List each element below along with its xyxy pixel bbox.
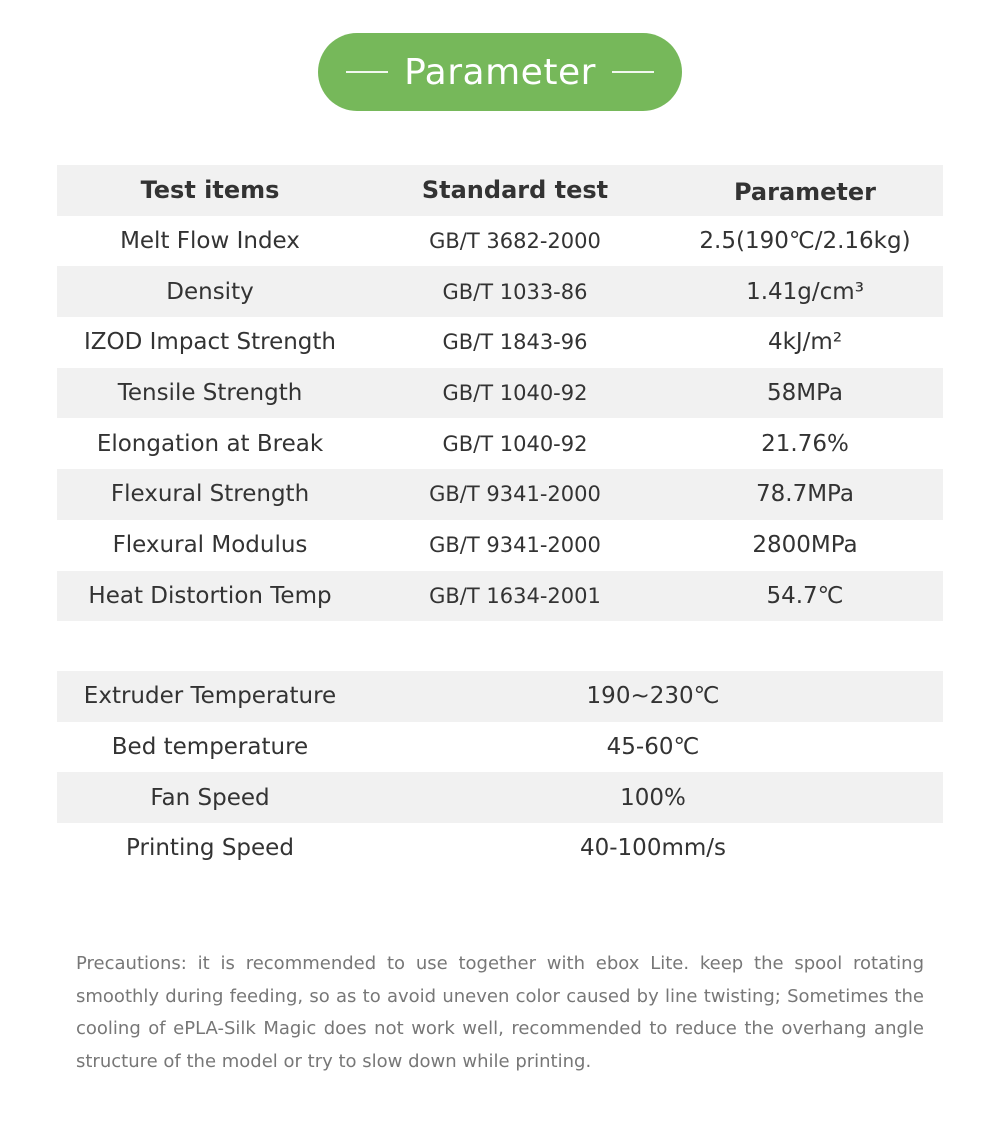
- table-row: [57, 823, 943, 874]
- setting-item: Extruder Temperature: [83, 683, 337, 710]
- row-standard: GB/T 1040-92: [442, 431, 588, 456]
- row-item: Flexural Strength: [110, 481, 310, 508]
- table-row: [57, 266, 943, 317]
- row-item: Flexural Modulus: [112, 532, 308, 559]
- setting-item: Bed temperature: [111, 734, 309, 761]
- setting-value: 40-100mm/s: [579, 835, 726, 862]
- row-standard: GB/T 1634-2001: [429, 583, 601, 608]
- print-settings-table: [57, 671, 943, 874]
- row-value: 54.7℃: [766, 582, 844, 609]
- table-row: [57, 571, 943, 622]
- setting-item: Printing Speed: [126, 835, 294, 862]
- setting-value: 45-60℃: [606, 734, 700, 761]
- row-standard: GB/T 1843-96: [442, 330, 588, 355]
- row-item: Melt Flow Index: [120, 228, 300, 255]
- table-header-row: [57, 165, 943, 216]
- row-value: 2800MPa: [752, 532, 858, 559]
- title-banner: [318, 33, 682, 111]
- table-row: [57, 418, 943, 469]
- row-item: Heat Distortion Temp: [88, 582, 332, 609]
- table-row: [57, 772, 943, 823]
- setting-item: Fan Speed: [150, 784, 270, 811]
- test-parameters-table: [57, 165, 943, 621]
- table-row: [57, 722, 943, 773]
- table-row: [57, 216, 943, 267]
- row-value: 1.41g/cm³: [746, 278, 864, 305]
- row-item: Elongation at Break: [96, 430, 324, 457]
- row-value: 58MPa: [766, 380, 844, 407]
- header-test-items: Test items: [140, 176, 280, 205]
- row-item: IZOD Impact Strength: [83, 329, 336, 356]
- row-standard: GB/T 1040-92: [442, 381, 588, 406]
- setting-value: 100%: [620, 784, 686, 811]
- row-standard: GB/T 9341-2000: [429, 482, 601, 507]
- row-value: 21.76%: [761, 430, 849, 457]
- table-row: [57, 520, 943, 571]
- header-parameter: Parameter: [733, 178, 877, 207]
- row-value: 4kJ/m²: [767, 329, 843, 356]
- row-item: Tensile Strength: [117, 380, 303, 407]
- row-value: 2.5(190℃/2.16kg): [699, 228, 911, 255]
- table-row: [57, 368, 943, 419]
- title-left-line: [346, 71, 388, 73]
- header-standard-test: Standard test: [421, 176, 609, 205]
- row-standard: GB/T 3682-2000: [429, 229, 601, 254]
- row-value: 78.7MPa: [756, 481, 854, 508]
- row-item: Density: [166, 278, 254, 305]
- row-standard: GB/T 9341-2000: [429, 533, 601, 558]
- page-title: Parameter: [404, 51, 596, 93]
- row-standard: GB/T 1033-86: [442, 279, 588, 304]
- title-right-line: [612, 71, 654, 73]
- precautions-note: Precautions: it is recommended to use together with ebox Lite. keep the spool rotating smoothly during feeding, so as to avoid uneven color caused by line twisting; Sometimes the cooling of ePLA-Silk Magic does not work well, recommended to reduce the overhang angle structure of the model or try to slow down while printing.: [76, 953, 924, 1072]
- table-row: [57, 469, 943, 520]
- table-row: [57, 671, 943, 722]
- table-row: [57, 317, 943, 368]
- setting-value: 190~230℃: [586, 683, 720, 710]
